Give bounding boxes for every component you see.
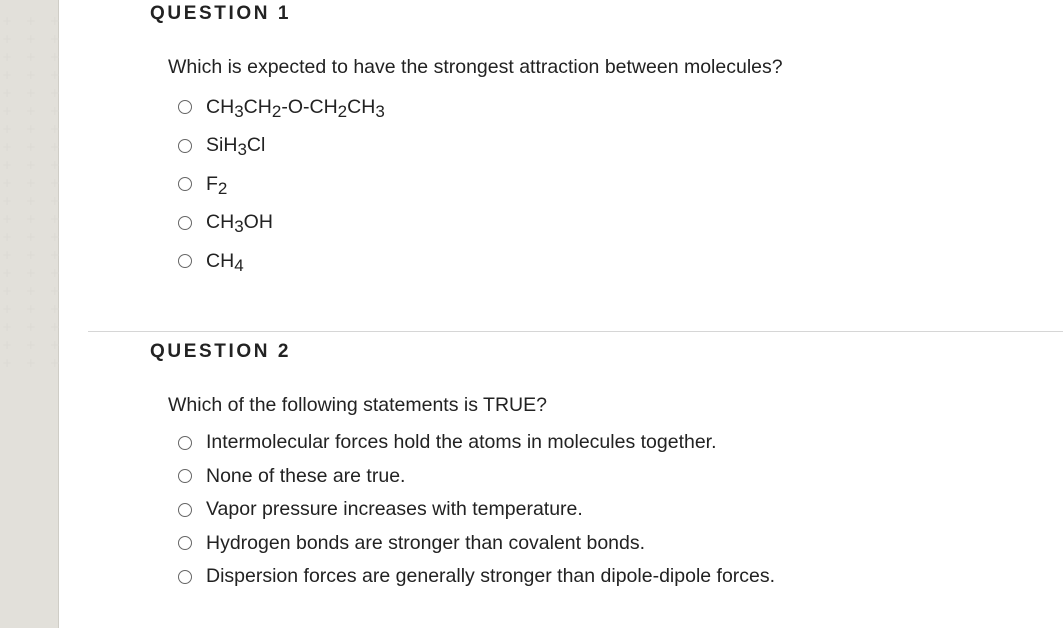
question-1-option-1[interactable] xyxy=(178,88,385,127)
option-label: $CH_4$ xyxy=(206,249,244,275)
option-label: $CH_3CH_2-O-CH_2CH_3$ xyxy=(206,95,385,121)
question-1-options xyxy=(178,88,385,281)
radio-button[interactable] xyxy=(178,503,192,517)
question-2-text: Which of the following statements is TRUE? xyxy=(168,394,547,416)
option-label: Hydrogen bonds are stronger than covalent bonds. xyxy=(206,531,646,554)
question-1-option-3[interactable] xyxy=(178,165,385,204)
radio-button[interactable] xyxy=(178,436,192,450)
question-1-text: Which is expected to have the strongest attraction between molecules? xyxy=(168,56,783,78)
radio-button[interactable] xyxy=(178,100,192,114)
question-2 xyxy=(150,338,1050,588)
question-divider xyxy=(88,331,1063,332)
option-label: $CH_3OH$ xyxy=(206,211,273,237)
option-label: Vapor pressure increases with temperature. xyxy=(206,498,583,521)
radio-button[interactable] xyxy=(178,570,192,584)
radio-button[interactable] xyxy=(178,177,192,191)
question-2-option-3[interactable] xyxy=(178,493,775,527)
question-2-option-5[interactable] xyxy=(178,560,775,594)
question-2-option-1[interactable] xyxy=(178,426,775,460)
option-label: Dispersion forces are generally stronger than dipole-dipole forces. xyxy=(206,565,776,588)
option-label: SiH$_3$Cl xyxy=(206,134,266,160)
question-1-option-4[interactable] xyxy=(178,204,385,243)
radio-button[interactable] xyxy=(178,536,192,550)
radio-button[interactable] xyxy=(178,139,192,153)
option-label: None of these are true. xyxy=(206,464,406,487)
radio-button[interactable] xyxy=(178,254,192,268)
question-2-option-2[interactable] xyxy=(178,460,775,494)
question-2-option-4[interactable] xyxy=(178,527,775,561)
question-1 xyxy=(150,0,1050,275)
radio-button[interactable] xyxy=(178,469,192,483)
option-label: $F_2$ xyxy=(206,172,228,198)
question-1-option-5[interactable] xyxy=(178,242,385,281)
option-label: Intermolecular forces hold the atoms in molecules together. xyxy=(206,431,717,454)
question-1-option-2[interactable] xyxy=(178,127,385,166)
radio-button[interactable] xyxy=(178,216,192,230)
left-sidebar-rail xyxy=(0,0,65,628)
rail-pattern: + + + + + + + + + + + + + + + + + + + + + + + + + + + + + + + + + + + + + + + + + + + + + + + + + + + + + + + + + + + + xyxy=(2,14,65,370)
question-2-heading: QUESTION 2 xyxy=(150,341,292,362)
question-2-options xyxy=(178,426,775,594)
question-1-heading: QUESTION 1 xyxy=(150,3,292,24)
